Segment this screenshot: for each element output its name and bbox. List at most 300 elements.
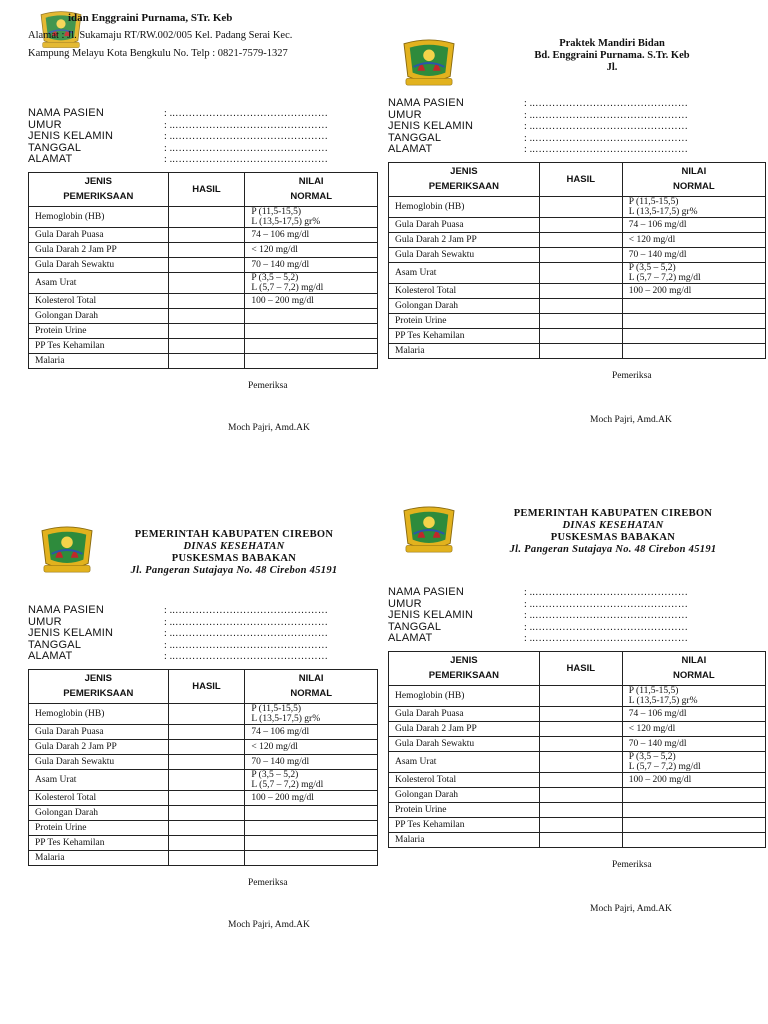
exam-name: Gula Darah Sewaktu (29, 754, 169, 769)
field-label: JENIS KELAMIN (388, 609, 474, 622)
table-row (29, 272, 378, 293)
result-cell[interactable] (168, 308, 245, 323)
result-cell[interactable] (168, 257, 245, 272)
exam-table (28, 172, 378, 369)
header-jenis: JENIS (84, 673, 113, 685)
header-line-2: Alamat : Jl. Sukamaju RT/RW.002/005 Kel. Padang Serai Kec. (28, 30, 293, 41)
table-row (29, 724, 378, 739)
table-header-row (389, 162, 766, 196)
header-text (460, 508, 766, 556)
normal-cell (245, 308, 378, 323)
field-label: TANGGAL (28, 638, 82, 651)
header-nilai: NILAI (298, 176, 324, 188)
result-cell[interactable] (539, 217, 622, 232)
table-row (29, 754, 378, 769)
field-blank[interactable]: : ..……………………………………… (164, 628, 329, 640)
field-blank[interactable]: : ..……………………………………… (524, 633, 689, 645)
normal-value: L (13,5-17,5) gr% (251, 713, 321, 724)
examiner-name: Moch Pajri, Amd.AK (590, 414, 672, 425)
result-cell[interactable] (168, 703, 245, 724)
normal-value: L (5,7 – 7,2) mg/dl (628, 272, 701, 283)
normal-value: P (3,5 – 5,2) (628, 751, 676, 762)
table-row (29, 257, 378, 272)
table-row (389, 247, 766, 262)
table-row (389, 721, 766, 736)
exam-name: Gula Darah Sewaktu (29, 257, 169, 272)
normal-cell (245, 754, 378, 769)
field-blank[interactable]: : ..……………………………………… (524, 610, 689, 622)
normal-value: P (11,5-15,5) (628, 685, 679, 696)
field-row (388, 144, 766, 156)
header-line-3: PUSKESMAS BABAKAN (171, 553, 297, 564)
field-blank[interactable]: : ..……………………………………… (524, 121, 689, 133)
field-blank[interactable]: : ..……………………………………… (164, 131, 329, 143)
table-row (29, 790, 378, 805)
normal-cell (622, 217, 765, 232)
regency-logo-icon (400, 505, 458, 555)
normal-cell (245, 353, 378, 368)
result-cell[interactable] (539, 196, 622, 217)
table-row (389, 328, 766, 343)
result-cell[interactable] (539, 772, 622, 787)
form-header (388, 505, 766, 587)
normal-cell (245, 805, 378, 820)
field-blank[interactable]: : ..……………………………………… (524, 144, 689, 156)
field-blank[interactable]: : ..……………………………………… (164, 108, 329, 119)
exam-name: Gula Darah Sewaktu (389, 247, 540, 262)
form-header (388, 28, 766, 98)
result-cell[interactable] (168, 353, 245, 368)
normal-value: P (3,5 – 5,2) (251, 272, 299, 283)
normal-cell (245, 835, 378, 850)
header-line-2: Bd. Enggraini Purnama. S.Tr. Keb (534, 50, 690, 61)
field-label: JENIS KELAMIN (28, 130, 114, 143)
header-line-3: Kampung Melayu Kota Bengkulu No. Telp : 0821-7579-1327 (28, 48, 288, 59)
table-row (389, 802, 766, 817)
table-row (29, 293, 378, 308)
col-hasil (539, 651, 622, 685)
normal-cell (622, 283, 765, 298)
table-row (389, 706, 766, 721)
normal-cell (245, 790, 378, 805)
col-nilai-normal (622, 162, 765, 196)
table-row (29, 805, 378, 820)
lab-form-4 (388, 505, 766, 928)
field-blank[interactable]: : ..……………………………………… (164, 119, 329, 131)
exam-name: Gula Darah 2 Jam PP (29, 739, 169, 754)
normal-cell (622, 817, 765, 832)
header-normal: NORMAL (290, 688, 333, 700)
exam-name: Protein Urine (389, 313, 540, 328)
result-cell[interactable] (168, 227, 245, 242)
normal-cell (622, 832, 765, 847)
field-row (28, 640, 378, 652)
normal-cell (245, 206, 378, 227)
header-line-2: DINAS KESEHATAN (562, 520, 664, 531)
field-label: UMUR (28, 118, 62, 131)
table-row (389, 685, 766, 706)
header-line-1: PEMERINTAH KABUPATEN CIREBON (134, 529, 334, 540)
normal-cell (622, 736, 765, 751)
normal-cell (622, 328, 765, 343)
normal-value: 70 – 140 mg/dl (251, 259, 310, 270)
exam-name: Gula Darah 2 Jam PP (389, 232, 540, 247)
field-label: NAMA PASIEN (28, 107, 104, 119)
field-label: UMUR (388, 108, 422, 121)
patient-fields (388, 587, 766, 645)
header-hasil: HASIL (566, 173, 596, 185)
result-cell[interactable] (539, 283, 622, 298)
normal-value: L (5,7 – 7,2) mg/dl (251, 282, 324, 293)
normal-value: < 120 mg/dl (251, 244, 298, 255)
normal-value: P (11,5-15,5) (628, 196, 679, 207)
col-hasil (168, 669, 245, 703)
field-label: TANGGAL (28, 141, 82, 154)
table-row (29, 820, 378, 835)
result-cell[interactable] (168, 206, 245, 227)
table-row (389, 283, 766, 298)
table-header-row (29, 172, 378, 206)
normal-cell (245, 820, 378, 835)
header-nilai: NILAI (298, 673, 324, 685)
result-cell[interactable] (168, 790, 245, 805)
result-cell[interactable] (168, 754, 245, 769)
result-cell[interactable] (539, 298, 622, 313)
exam-name: Kolesterol Total (29, 790, 169, 805)
col-jenis-pemeriksaan (389, 651, 540, 685)
result-cell[interactable] (539, 787, 622, 802)
normal-cell (245, 272, 378, 293)
result-cell[interactable] (539, 832, 622, 847)
result-cell[interactable] (539, 817, 622, 832)
result-cell[interactable] (539, 313, 622, 328)
normal-cell (622, 343, 765, 358)
header-jenis: JENIS (84, 176, 113, 188)
signature-block (28, 369, 378, 449)
table-row (29, 308, 378, 323)
field-label: NAMA PASIEN (388, 586, 464, 598)
field-label: TANGGAL (388, 620, 442, 633)
lab-form-3 (28, 505, 378, 946)
exam-name: Hemoglobin (HB) (389, 685, 540, 706)
field-label: JENIS KELAMIN (388, 120, 474, 133)
result-cell[interactable] (168, 769, 245, 790)
table-row (389, 196, 766, 217)
normal-value: < 120 mg/dl (628, 723, 676, 734)
exam-name: Hemoglobin (HB) (389, 196, 540, 217)
normal-value: 100 – 200 mg/dl (251, 792, 314, 803)
col-jenis-pemeriksaan (29, 172, 169, 206)
result-cell[interactable] (168, 805, 245, 820)
normal-value: L (13,5-17,5) gr% (628, 695, 698, 706)
col-jenis-pemeriksaan (389, 162, 540, 196)
header-line-2: DINAS KESEHATAN (183, 541, 285, 552)
normal-cell (622, 262, 765, 283)
col-hasil (168, 172, 245, 206)
normal-cell (622, 706, 765, 721)
normal-value: 74 – 106 mg/dl (628, 708, 687, 719)
normal-cell (245, 242, 378, 257)
normal-cell (622, 298, 765, 313)
header-line-3: Jl. (606, 62, 618, 73)
normal-value: P (3,5 – 5,2) (251, 769, 299, 780)
result-cell[interactable] (539, 262, 622, 283)
result-cell[interactable] (539, 706, 622, 721)
patient-fields (388, 98, 766, 156)
normal-value: < 120 mg/dl (251, 741, 298, 752)
header-jenis: JENIS (450, 655, 478, 667)
field-blank[interactable]: : ..……………………………………… (164, 651, 329, 663)
normal-cell (622, 313, 765, 328)
field-row (388, 633, 766, 645)
exam-name: Malaria (389, 832, 540, 847)
table-row (389, 298, 766, 313)
result-cell[interactable] (168, 323, 245, 338)
patient-fields (28, 108, 378, 166)
field-row (388, 610, 766, 622)
exam-name: Hemoglobin (HB) (29, 206, 169, 227)
result-cell[interactable] (168, 850, 245, 865)
field-label: NAMA PASIEN (28, 604, 104, 616)
result-cell[interactable] (539, 721, 622, 736)
col-nilai-normal (245, 669, 378, 703)
field-blank[interactable]: : ..……………………………………… (164, 605, 329, 616)
field-row (28, 108, 378, 120)
table-row (29, 242, 378, 257)
normal-cell (245, 227, 378, 242)
normal-value: P (11,5-15,5) (251, 206, 302, 217)
header-line-4: Jl. Pangeran Sutajaya No. 48 Cirebon 45191 (130, 565, 338, 576)
normal-value: L (5,7 – 7,2) mg/dl (251, 779, 324, 790)
normal-cell (622, 721, 765, 736)
normal-value: L (13,5-17,5) gr% (628, 206, 698, 217)
field-label: UMUR (28, 615, 62, 628)
header-hasil: HASIL (192, 183, 221, 195)
table-row (29, 703, 378, 724)
field-blank[interactable]: : ..……………………………………… (524, 587, 689, 598)
field-blank[interactable]: : ..……………………………………… (164, 154, 329, 166)
exam-name: Asam Urat (29, 272, 169, 293)
normal-value: 70 – 140 mg/dl (251, 756, 310, 767)
exam-name: PP Tes Kehamilan (389, 328, 540, 343)
signature-block (28, 866, 378, 946)
field-blank[interactable]: : ..……………………………………… (524, 132, 689, 144)
normal-value: < 120 mg/dl (628, 234, 676, 245)
examiner-label: Pemeriksa (612, 370, 652, 381)
regency-logo-icon (400, 38, 458, 88)
field-blank[interactable]: : ..……………………………………… (164, 142, 329, 154)
examiner-label: Pemeriksa (612, 859, 652, 870)
exam-name: Golongan Darah (29, 308, 169, 323)
table-row (389, 832, 766, 847)
table-row (29, 835, 378, 850)
normal-value: P (11,5-15,5) (251, 703, 302, 714)
examiner-name: Moch Pajri, Amd.AK (228, 919, 310, 930)
header-normal: NORMAL (673, 670, 715, 682)
header-line-3: PUSKESMAS BABAKAN (550, 532, 676, 543)
signature-block (388, 848, 766, 928)
exam-name: Malaria (29, 353, 169, 368)
header-hasil: HASIL (566, 662, 596, 674)
field-label: ALAMAT (388, 143, 433, 156)
examiner-name: Moch Pajri, Amd.AK (590, 903, 672, 914)
field-blank[interactable]: : ..……………………………………… (524, 109, 689, 121)
normal-value: 100 – 200 mg/dl (628, 285, 692, 296)
header-pemeriksaan: PEMERIKSAAN (428, 181, 499, 193)
field-blank[interactable]: : ..……………………………………… (524, 98, 689, 109)
table-header-row (389, 651, 766, 685)
exam-name: Kolesterol Total (389, 772, 540, 787)
normal-cell (245, 724, 378, 739)
result-cell[interactable] (168, 835, 245, 850)
result-cell[interactable] (168, 820, 245, 835)
header-normal: NORMAL (673, 181, 715, 193)
normal-cell (622, 751, 765, 772)
result-cell[interactable] (539, 736, 622, 751)
header-pemeriksaan: PEMERIKSAAN (428, 670, 499, 682)
examiner-label: Pemeriksa (248, 380, 288, 391)
normal-value: 70 – 140 mg/dl (628, 738, 687, 749)
field-row (28, 651, 378, 663)
header-hasil: HASIL (192, 680, 221, 692)
exam-name: Malaria (29, 850, 169, 865)
exam-name: Gula Darah Puasa (29, 227, 169, 242)
header-pemeriksaan: PEMERIKSAAN (63, 688, 134, 700)
result-cell[interactable] (539, 328, 622, 343)
exam-name: Hemoglobin (HB) (29, 703, 169, 724)
field-blank[interactable]: : ..……………………………………… (524, 598, 689, 610)
examiner-name: Moch Pajri, Amd.AK (228, 422, 310, 433)
table-row (29, 323, 378, 338)
field-row (388, 587, 766, 599)
table-row (29, 353, 378, 368)
patient-fields (28, 605, 378, 663)
exam-name: Protein Urine (389, 802, 540, 817)
table-row (29, 739, 378, 754)
result-cell[interactable] (168, 338, 245, 353)
exam-name: PP Tes Kehamilan (389, 817, 540, 832)
normal-value: 100 – 200 mg/dl (251, 295, 314, 306)
normal-cell (245, 850, 378, 865)
table-row (389, 751, 766, 772)
normal-value: 74 – 106 mg/dl (628, 219, 687, 230)
result-cell[interactable] (168, 739, 245, 754)
exam-name: Asam Urat (29, 769, 169, 790)
exam-name: Golongan Darah (389, 787, 540, 802)
table-row (389, 262, 766, 283)
table-row (389, 217, 766, 232)
exam-name: Golongan Darah (29, 805, 169, 820)
header-jenis: JENIS (450, 166, 478, 178)
table-row (389, 313, 766, 328)
result-cell[interactable] (539, 247, 622, 262)
col-hasil (539, 162, 622, 196)
field-row (388, 98, 766, 110)
exam-name: Kolesterol Total (29, 293, 169, 308)
normal-cell (245, 769, 378, 790)
field-blank[interactable]: : ..……………………………………… (164, 616, 329, 628)
header-nilai: NILAI (681, 655, 707, 667)
exam-name: Gula Darah Puasa (389, 217, 540, 232)
normal-value: 100 – 200 mg/dl (628, 774, 692, 785)
exam-table (388, 651, 766, 848)
normal-cell (245, 739, 378, 754)
normal-value: L (5,7 – 7,2) mg/dl (628, 761, 701, 772)
signature-block (388, 359, 766, 439)
field-label: JENIS KELAMIN (28, 627, 114, 640)
header-pemeriksaan: PEMERIKSAAN (63, 191, 134, 203)
result-cell[interactable] (168, 242, 245, 257)
normal-cell (245, 323, 378, 338)
lab-form-1 (28, 0, 378, 449)
exam-name: Asam Urat (389, 751, 540, 772)
normal-cell (245, 293, 378, 308)
examiner-label: Pemeriksa (248, 877, 288, 888)
exam-name: Gula Darah Puasa (29, 724, 169, 739)
result-cell[interactable] (539, 343, 622, 358)
normal-cell (622, 802, 765, 817)
field-label: UMUR (388, 597, 422, 610)
header-line-1: Praktek Mandiri Bidan (559, 38, 665, 49)
form-header (28, 505, 378, 605)
normal-value: P (3,5 – 5,2) (628, 262, 676, 273)
field-blank[interactable]: : ..……………………………………… (164, 639, 329, 651)
exam-table (28, 669, 378, 866)
field-blank[interactable]: : ..……………………………………… (524, 621, 689, 633)
field-row (28, 143, 378, 155)
normal-value: 74 – 106 mg/dl (251, 229, 310, 240)
exam-name: Kolesterol Total (389, 283, 540, 298)
normal-value: L (13,5-17,5) gr% (251, 216, 321, 227)
normal-cell (622, 247, 765, 262)
result-cell[interactable] (539, 232, 622, 247)
normal-cell (622, 232, 765, 247)
table-row (29, 850, 378, 865)
field-row (388, 121, 766, 133)
field-row (28, 154, 378, 166)
table-row (29, 227, 378, 242)
result-cell[interactable] (168, 272, 245, 293)
result-cell[interactable] (539, 802, 622, 817)
exam-name: Gula Darah Sewaktu (389, 736, 540, 751)
field-row (388, 622, 766, 634)
header-nilai: NILAI (681, 166, 707, 178)
header-line-1: PEMERINTAH KABUPATEN CIREBON (513, 508, 713, 519)
exam-name: Protein Urine (29, 323, 169, 338)
exam-name: PP Tes Kehamilan (29, 338, 169, 353)
field-label: TANGGAL (388, 131, 442, 144)
form-header (28, 0, 378, 108)
exam-table (388, 162, 766, 359)
header-line-4: Jl. Pangeran Sutajaya No. 48 Cirebon 45191 (509, 544, 717, 555)
result-cell[interactable] (539, 751, 622, 772)
normal-cell (622, 196, 765, 217)
col-nilai-normal (245, 172, 378, 206)
result-cell[interactable] (168, 293, 245, 308)
col-nilai-normal (622, 651, 765, 685)
exam-name: Gula Darah Puasa (389, 706, 540, 721)
result-cell[interactable] (168, 724, 245, 739)
header-normal: NORMAL (290, 191, 333, 203)
exam-name: Golongan Darah (389, 298, 540, 313)
field-label: NAMA PASIEN (388, 97, 464, 109)
normal-cell (245, 257, 378, 272)
normal-cell (245, 338, 378, 353)
field-label: ALAMAT (28, 650, 73, 663)
result-cell[interactable] (539, 685, 622, 706)
table-row (29, 769, 378, 790)
header-text (90, 529, 378, 577)
